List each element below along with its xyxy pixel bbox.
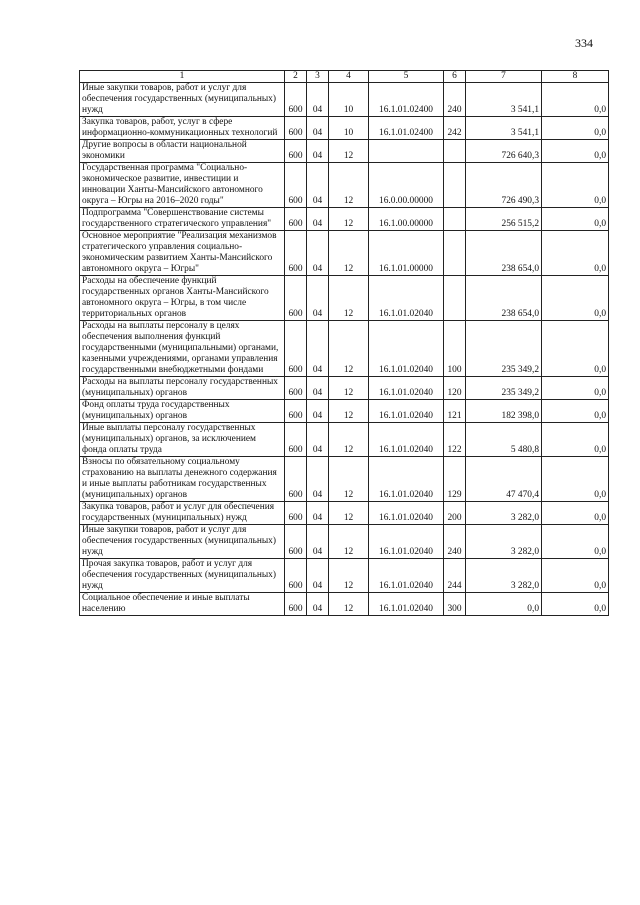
row-amount-2-cell: 0,0 <box>542 83 609 117</box>
row-subsection-cell: 12 <box>329 593 369 616</box>
row-amount-2-cell: 0,0 <box>542 140 609 163</box>
row-amount-2-cell: 0,0 <box>542 231 609 276</box>
row-amount-cell: 3 282,0 <box>466 559 542 593</box>
table-row <box>80 83 609 117</box>
row-target-article-cell: 16.1.01.02400 <box>369 117 444 140</box>
table-row <box>80 377 609 400</box>
row-name-cell: Иные закупки товаров, работ и услуг для обеспечения государственных (муниципальных) нужд <box>80 525 285 559</box>
row-expense-type-cell <box>444 163 466 208</box>
row-amount-cell: 3 541,1 <box>466 117 542 140</box>
row-admin-code-cell: 600 <box>285 400 307 423</box>
row-expense-type-cell <box>444 140 466 163</box>
row-amount-2-cell: 0,0 <box>542 400 609 423</box>
table-row <box>80 276 609 321</box>
row-amount-cell: 182 398,0 <box>466 400 542 423</box>
row-section-cell: 04 <box>307 321 329 377</box>
row-amount-cell: 235 349,2 <box>466 377 542 400</box>
table-row <box>80 400 609 423</box>
row-section-cell: 04 <box>307 276 329 321</box>
row-amount-cell: 238 654,0 <box>466 276 542 321</box>
row-target-article-cell: 16.1.01.02040 <box>369 400 444 423</box>
row-admin-code-cell: 600 <box>285 423 307 457</box>
row-expense-type-cell: 300 <box>444 593 466 616</box>
table-row <box>80 163 609 208</box>
row-admin-code-cell: 600 <box>285 231 307 276</box>
row-section-cell: 04 <box>307 377 329 400</box>
row-subsection-cell: 12 <box>329 423 369 457</box>
row-admin-code-cell: 600 <box>285 502 307 525</box>
row-amount-cell: 3 282,0 <box>466 502 542 525</box>
column-header: 8 <box>542 71 609 83</box>
row-amount-cell: 726 490,3 <box>466 163 542 208</box>
row-admin-code-cell: 600 <box>285 163 307 208</box>
row-section-cell: 04 <box>307 457 329 502</box>
row-subsection-cell: 12 <box>329 208 369 231</box>
row-subsection-cell: 12 <box>329 231 369 276</box>
row-name-cell: Закупка товаров, работ, услуг в сфере информационно-коммуникационных технологий <box>80 117 285 140</box>
row-name-cell: Иные выплаты персоналу государственных (муниципальных) органов, за исключением фонда оплаты труда <box>80 423 285 457</box>
row-amount-cell: 47 470,4 <box>466 457 542 502</box>
row-target-article-cell: 16.1.01.00000 <box>369 231 444 276</box>
row-subsection-cell: 12 <box>329 140 369 163</box>
row-admin-code-cell: 600 <box>285 276 307 321</box>
row-target-article-cell: 16.1.01.02040 <box>369 377 444 400</box>
row-subsection-cell: 12 <box>329 276 369 321</box>
row-amount-cell: 3 282,0 <box>466 525 542 559</box>
budget-table <box>79 70 609 616</box>
row-expense-type-cell: 240 <box>444 525 466 559</box>
row-amount-2-cell: 0,0 <box>542 559 609 593</box>
row-name-cell: Расходы на выплаты персоналу государственных (муниципальных) органов <box>80 377 285 400</box>
table-row <box>80 423 609 457</box>
row-subsection-cell: 12 <box>329 321 369 377</box>
row-expense-type-cell <box>444 276 466 321</box>
row-amount-cell: 256 515,2 <box>466 208 542 231</box>
row-admin-code-cell: 600 <box>285 83 307 117</box>
row-name-cell: Расходы на выплаты персоналу в целях обеспечения выполнения функций государственными (муниципальными) органами, казенными учреждениями, органами управления государственными внебюджетными фондами <box>80 321 285 377</box>
row-amount-2-cell: 0,0 <box>542 276 609 321</box>
row-admin-code-cell: 600 <box>285 208 307 231</box>
row-name-cell: Прочая закупка товаров, работ и услуг для обеспечения государственных (муниципальных) нужд <box>80 559 285 593</box>
row-section-cell: 04 <box>307 83 329 117</box>
row-amount-2-cell: 0,0 <box>542 525 609 559</box>
row-subsection-cell: 12 <box>329 502 369 525</box>
table-row <box>80 231 609 276</box>
row-amount-2-cell: 0,0 <box>542 117 609 140</box>
row-subsection-cell: 12 <box>329 559 369 593</box>
row-target-article-cell: 16.1.01.02400 <box>369 83 444 117</box>
row-amount-2-cell: 0,0 <box>542 423 609 457</box>
row-name-cell: Социальное обеспечение и иные выплаты населению <box>80 593 285 616</box>
row-section-cell: 04 <box>307 525 329 559</box>
column-header: 5 <box>369 71 444 83</box>
row-admin-code-cell: 600 <box>285 377 307 400</box>
row-admin-code-cell: 600 <box>285 457 307 502</box>
row-section-cell: 04 <box>307 502 329 525</box>
row-target-article-cell: 16.1.01.02040 <box>369 276 444 321</box>
row-section-cell: 04 <box>307 400 329 423</box>
row-target-article-cell: 16.1.01.02040 <box>369 593 444 616</box>
row-amount-2-cell: 0,0 <box>542 502 609 525</box>
row-expense-type-cell: 122 <box>444 423 466 457</box>
row-amount-2-cell: 0,0 <box>542 321 609 377</box>
table-row <box>80 321 609 377</box>
column-header: 6 <box>444 71 466 83</box>
row-amount-2-cell: 0,0 <box>542 457 609 502</box>
row-section-cell: 04 <box>307 423 329 457</box>
row-target-article-cell: 16.0.00.00000 <box>369 163 444 208</box>
row-expense-type-cell <box>444 208 466 231</box>
row-expense-type-cell: 100 <box>444 321 466 377</box>
table-row <box>80 117 609 140</box>
table-row <box>80 457 609 502</box>
row-subsection-cell: 10 <box>329 117 369 140</box>
row-section-cell: 04 <box>307 163 329 208</box>
row-expense-type-cell: 121 <box>444 400 466 423</box>
row-expense-type-cell: 200 <box>444 502 466 525</box>
column-header: 7 <box>466 71 542 83</box>
row-section-cell: 04 <box>307 593 329 616</box>
row-subsection-cell: 12 <box>329 525 369 559</box>
column-header: 2 <box>285 71 307 83</box>
row-name-cell: Расходы на обеспечение функций государственных органов Ханты-Мансийского автономного округа – Югры, в том числе территориальных органов <box>80 276 285 321</box>
row-subsection-cell: 12 <box>329 457 369 502</box>
row-amount-2-cell: 0,0 <box>542 208 609 231</box>
row-amount-2-cell: 0,0 <box>542 593 609 616</box>
row-expense-type-cell <box>444 231 466 276</box>
row-admin-code-cell: 600 <box>285 117 307 140</box>
row-subsection-cell: 10 <box>329 83 369 117</box>
row-name-cell: Основное мероприятие "Реализация механизмов стратегического управления социально-экономическим развитием Ханты-Мансийского автономного округа – Югры" <box>80 231 285 276</box>
row-target-article-cell: 16.1.00.00000 <box>369 208 444 231</box>
row-section-cell: 04 <box>307 208 329 231</box>
row-subsection-cell: 12 <box>329 163 369 208</box>
row-expense-type-cell: 244 <box>444 559 466 593</box>
header-row <box>80 71 609 83</box>
row-name-cell: Государственная программа "Социально-экономическое развитие, инвестиции и инновации Ханты-Мансийского автономного округа – Югры на 2016–2020 годы" <box>80 163 285 208</box>
row-name-cell: Взносы по обязательному социальному страхованию на выплаты денежного содержания и иные выплаты работникам государственных (муниципальных) органов <box>80 457 285 502</box>
row-section-cell: 04 <box>307 559 329 593</box>
column-header: 4 <box>329 71 369 83</box>
row-section-cell: 04 <box>307 231 329 276</box>
row-subsection-cell: 12 <box>329 400 369 423</box>
row-target-article-cell: 16.1.01.02040 <box>369 321 444 377</box>
row-amount-cell: 726 640,3 <box>466 140 542 163</box>
table-row <box>80 208 609 231</box>
row-section-cell: 04 <box>307 117 329 140</box>
row-subsection-cell: 12 <box>329 377 369 400</box>
row-admin-code-cell: 600 <box>285 140 307 163</box>
row-expense-type-cell: 120 <box>444 377 466 400</box>
row-amount-cell: 235 349,2 <box>466 321 542 377</box>
row-name-cell: Закупка товаров, работ и услуг для обеспечения государственных (муниципальных) нужд <box>80 502 285 525</box>
row-amount-cell: 238 654,0 <box>466 231 542 276</box>
column-header: 1 <box>80 71 285 83</box>
row-admin-code-cell: 600 <box>285 321 307 377</box>
row-expense-type-cell: 240 <box>444 83 466 117</box>
row-target-article-cell: 16.1.01.02040 <box>369 559 444 593</box>
row-name-cell: Иные закупки товаров, работ и услуг для обеспечения государственных (муниципальных) нужд <box>80 83 285 117</box>
table-row <box>80 593 609 616</box>
row-name-cell: Фонд оплаты труда государственных (муниципальных) органов <box>80 400 285 423</box>
row-target-article-cell: 16.1.01.02040 <box>369 502 444 525</box>
row-expense-type-cell: 129 <box>444 457 466 502</box>
table-row <box>80 140 609 163</box>
row-admin-code-cell: 600 <box>285 525 307 559</box>
column-header: 3 <box>307 71 329 83</box>
row-section-cell: 04 <box>307 140 329 163</box>
row-target-article-cell: 16.1.01.02040 <box>369 525 444 559</box>
row-target-article-cell: 16.1.01.02040 <box>369 457 444 502</box>
row-name-cell: Подпрограмма "Совершенствование системы государственного стратегического управления" <box>80 208 285 231</box>
row-target-article-cell <box>369 140 444 163</box>
table-row <box>80 525 609 559</box>
row-expense-type-cell: 242 <box>444 117 466 140</box>
row-target-article-cell: 16.1.01.02040 <box>369 423 444 457</box>
table-row <box>80 502 609 525</box>
row-admin-code-cell: 600 <box>285 559 307 593</box>
row-amount-cell: 3 541,1 <box>466 83 542 117</box>
row-amount-cell: 0,0 <box>466 593 542 616</box>
row-amount-cell: 5 480,8 <box>466 423 542 457</box>
row-amount-2-cell: 0,0 <box>542 377 609 400</box>
row-name-cell: Другие вопросы в области национальной экономики <box>80 140 285 163</box>
row-admin-code-cell: 600 <box>285 593 307 616</box>
table-row <box>80 559 609 593</box>
row-amount-2-cell: 0,0 <box>542 163 609 208</box>
page-number: 334 <box>575 36 593 50</box>
